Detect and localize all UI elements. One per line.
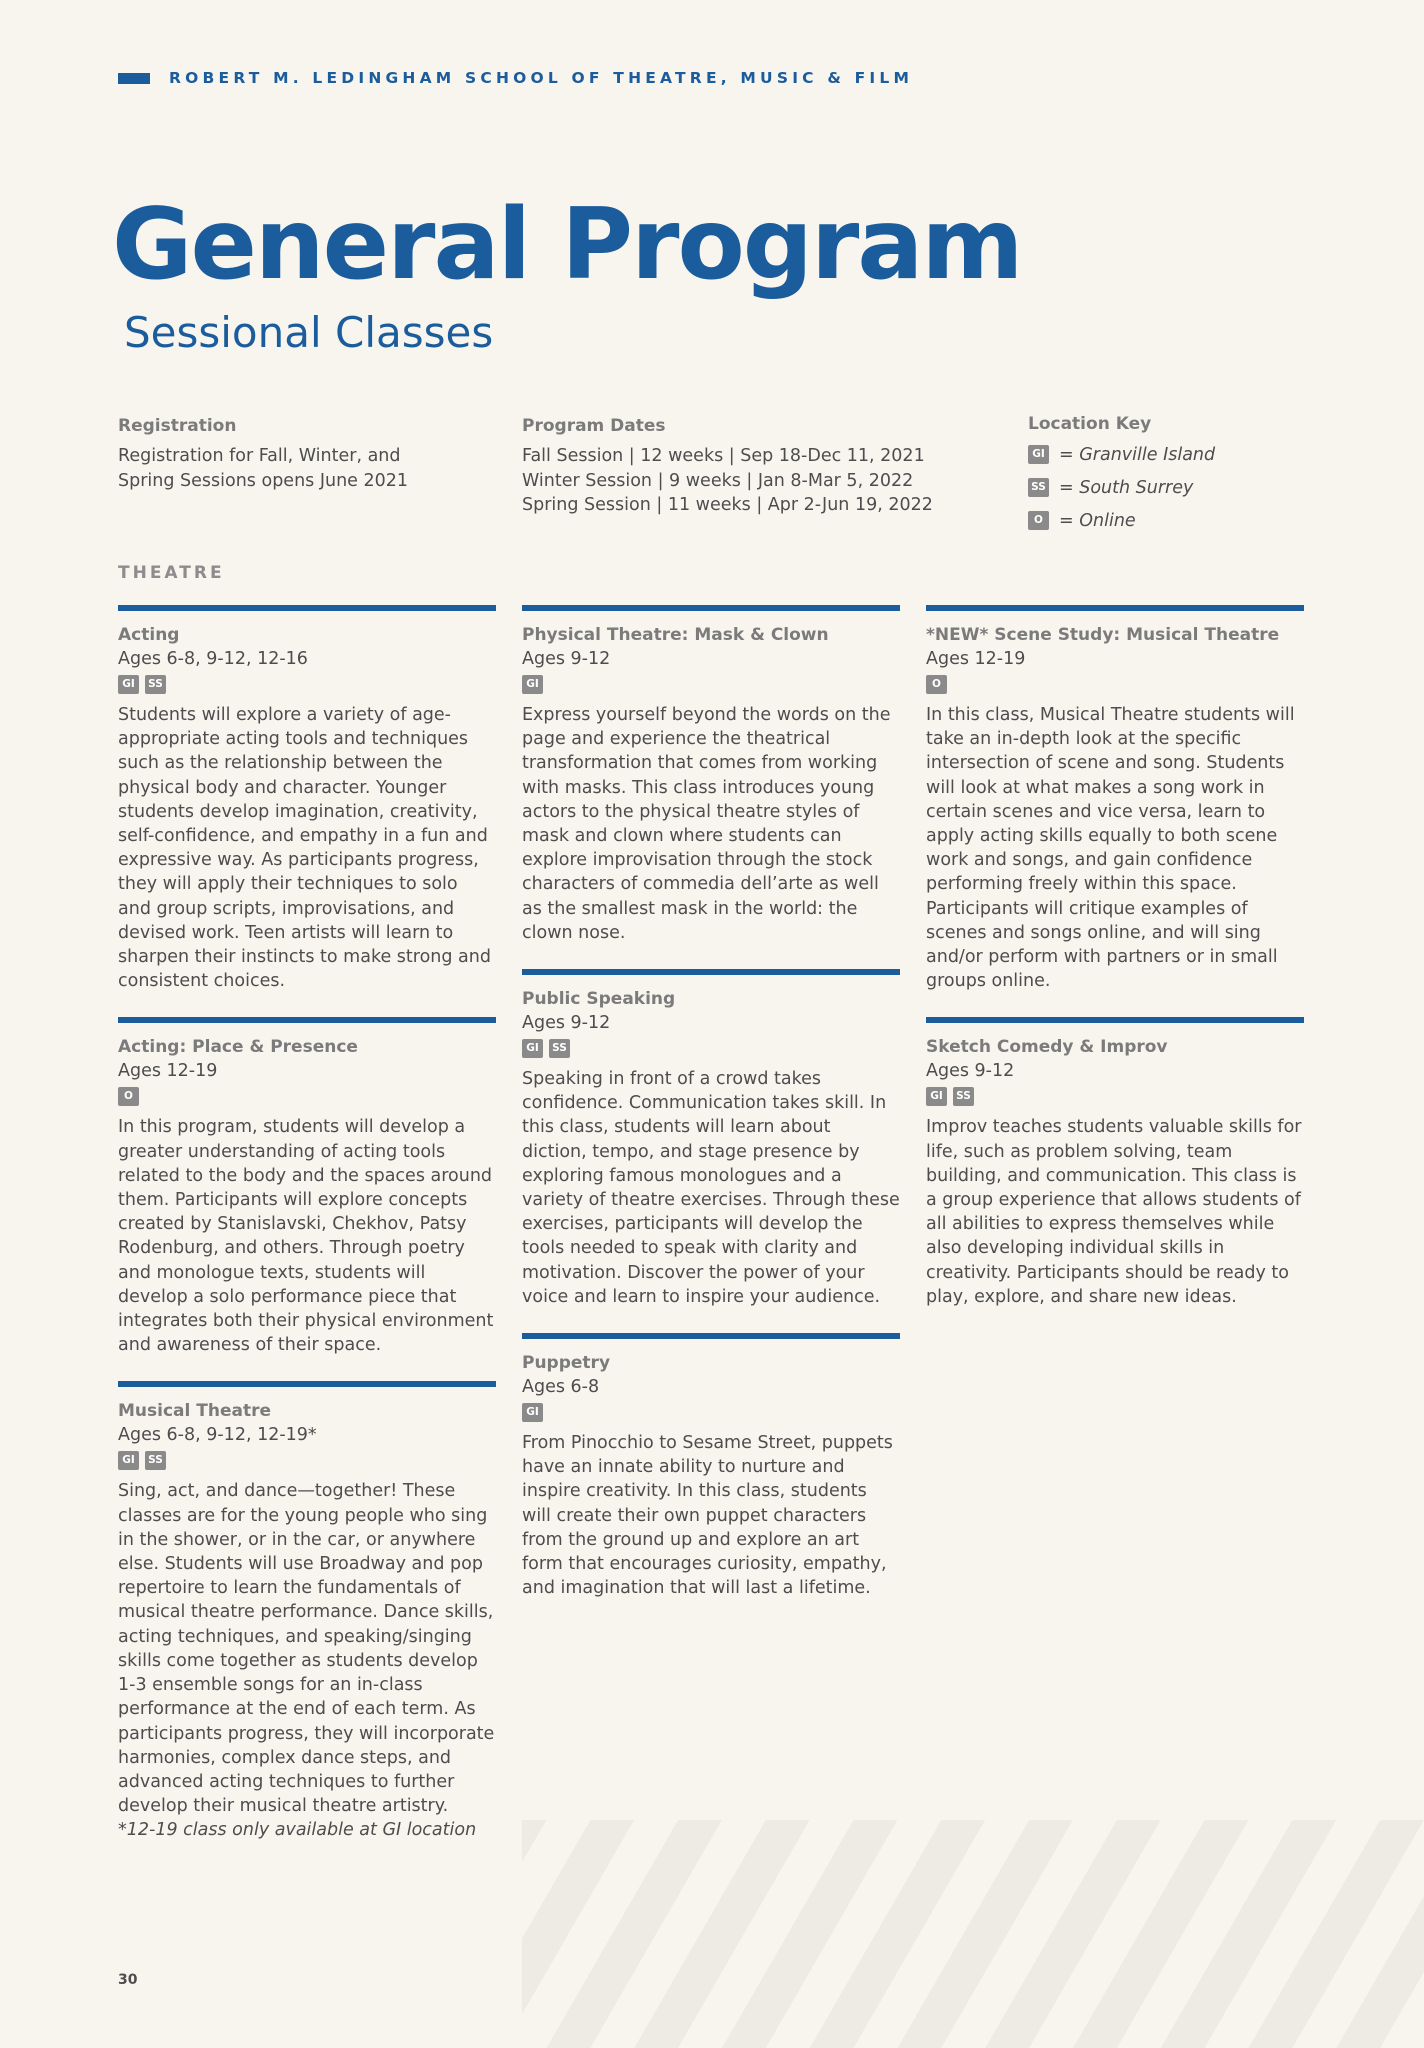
class-card xyxy=(522,605,900,945)
location-badge: SS xyxy=(1028,478,1049,497)
class-locations xyxy=(522,1403,900,1422)
registration-line: Registration for Fall, Winter, and xyxy=(118,446,401,466)
location-key xyxy=(1028,414,1215,537)
class-card xyxy=(118,1381,496,1842)
class-title: Physical Theatre: Mask & Clown xyxy=(522,625,829,645)
location-key-item xyxy=(1028,438,1215,471)
registration-line: Spring Sessions opens June 2021 xyxy=(118,470,409,491)
school-header xyxy=(118,68,913,88)
section-heading: THEATRE xyxy=(118,563,225,583)
class-description: Express yourself beyond the words on the page and experience the theatrical transformation that comes from working with masks. This class introduces young actors to the physical theatre styles of mask and clown where students can explore improvisation through the stock characters of commedia dell’arte as well as the smallest mask in the world: the clown nose. xyxy=(522,705,891,943)
location-badge: O xyxy=(926,675,947,694)
class-ages: Ages 9-12 xyxy=(926,1061,1015,1082)
location-badge: GI xyxy=(118,1451,139,1470)
class-ages: Ages 6-8, 9-12, 12-16 xyxy=(118,649,308,669)
location-badge: GI xyxy=(522,1403,543,1422)
class-ages: Ages 9-12 xyxy=(522,649,611,669)
location-badge: SS xyxy=(145,1451,166,1470)
location-badge: GI xyxy=(522,675,543,694)
location-badge: SS xyxy=(145,675,166,694)
class-card xyxy=(118,1017,496,1357)
class-card xyxy=(522,969,900,1309)
class-column xyxy=(118,605,496,1867)
class-title: Acting: Place & Presence xyxy=(118,1037,358,1058)
program-dates-heading: Program Dates xyxy=(522,416,666,436)
class-card xyxy=(926,1017,1304,1309)
registration-heading: Registration xyxy=(118,416,237,436)
class-description: Sing, act, and dance—together! These classes are for the young people who sing in the shower, or in the car, or anywhere else. Students will use Broadway and pop repertoire to learn the fundamentals of musical theatre performance. Dance skills, acting techniques, and speaking/singing skills come together as students develop 1-3 ensemble songs for an in-class performance at the end of each term. As participants progress, they will incorporate harmonies, complex dance steps, and advanced acting techniques to further develop their musical theatre artistry. xyxy=(118,1481,495,1817)
page-title: General Program xyxy=(112,188,1022,302)
class-locations xyxy=(522,1039,900,1058)
location-badge: SS xyxy=(953,1087,974,1106)
location-badge: GI xyxy=(1028,445,1049,464)
program-dates-info xyxy=(522,416,933,518)
page-subtitle: Sessional Classes xyxy=(124,308,494,357)
class-description: In this class, Musical Theatre students will take an in-depth look at the specific intersection of scene and song. Students will look at what makes a song work in certain scenes and vice versa, learn to apply acting skills equally to both scene work and songs, and gain confidence performing freely within this space. Participants will critique examples of scenes and songs online, and will sing and/or perform with partners or in small groups online. xyxy=(926,705,1295,992)
class-locations xyxy=(522,675,900,694)
class-locations xyxy=(118,675,496,694)
class-title: *NEW* Scene Study: Musical Theatre xyxy=(926,625,1280,645)
class-ages: Ages 12-19 xyxy=(118,1061,218,1082)
class-locations xyxy=(926,1087,1304,1106)
class-locations xyxy=(118,1087,496,1106)
class-ages: Ages 6-8 xyxy=(522,1377,600,1398)
class-note: *12-19 class only available at GI location xyxy=(118,1820,477,1841)
class-card xyxy=(522,1333,900,1600)
session-dates-line: Spring Session | 11 weeks | Apr 2-Jun 19, 2022 xyxy=(522,495,933,515)
class-description: Speaking in front of a crowd takes confidence. Communication takes skill. In this class, students will learn about diction, tempo, and stage presence by exploring famous monologues and a variety of theatre exercises. Through these exercises, participants will develop the tools needed to speak with clarity and motivation. Discover the power of your voice and learn to inspire your audience. xyxy=(522,1069,900,1307)
class-column xyxy=(926,605,1304,1333)
location-key-item xyxy=(1028,504,1215,537)
class-locations xyxy=(118,1451,496,1470)
class-ages: Ages 9-12 xyxy=(522,1013,611,1034)
class-column xyxy=(522,605,900,1624)
location-badge: O xyxy=(118,1087,139,1106)
header-accent-bar xyxy=(118,73,150,84)
class-title: Puppetry xyxy=(522,1353,611,1374)
class-locations xyxy=(926,675,1304,694)
class-description: Students will explore a variety of age-appropriate acting tools and techniques such as the relationship between the physical body and character. Younger students develop imagination, creativity, self-confidence, and empathy in a fun and expressive way. As participants progress, they will apply their techniques to solo and group scripts, improvisations, and devised work. Teen artists will learn to sharpen their instincts to make strong and consistent choices. xyxy=(118,705,491,992)
class-card xyxy=(926,605,1304,993)
class-title: Sketch Comedy & Improv xyxy=(926,1037,1168,1058)
class-title: Public Speaking xyxy=(522,989,676,1010)
class-title: Acting xyxy=(118,625,180,645)
class-description: In this program, students will develop a greater understanding of acting tools related to the body and the spaces around them. Participants will explore concepts created by Stanislavski, Chekhov, Patsy Rodenburg, and others. Through poetry and monologue texts, students will develop a solo performance piece that integrates both their physical environment and awareness of their space. xyxy=(118,1117,494,1356)
class-ages: Ages 6-8, 9-12, 12-19* xyxy=(118,1425,317,1446)
location-key-label: = South Surrey xyxy=(1059,477,1194,498)
location-badge: SS xyxy=(549,1039,570,1058)
location-key-heading: Location Key xyxy=(1028,414,1152,434)
class-description: From Pinocchio to Sesame Street, puppets have an innate ability to nurture and inspire creativity. In this class, students will create their own puppet characters from the ground up and explore an art form that encourages curiosity, empathy, and imagination that will last a lifetime. xyxy=(522,1433,893,1599)
location-badge: GI xyxy=(522,1039,543,1058)
decorative-stripes xyxy=(522,1820,1424,2048)
location-badge: GI xyxy=(926,1087,947,1106)
location-key-label: = Granville Island xyxy=(1059,444,1216,465)
location-key-item xyxy=(1028,471,1215,504)
class-ages: Ages 12-19 xyxy=(926,649,1026,669)
registration-info xyxy=(118,416,408,493)
school-name: ROBERT M. LEDINGHAM SCHOOL OF THEATRE, MUSIC & FILM xyxy=(169,69,914,87)
page-number: 30 xyxy=(118,1972,138,1988)
class-card xyxy=(118,605,496,993)
location-badge: O xyxy=(1028,511,1049,530)
class-title: Musical Theatre xyxy=(118,1401,271,1422)
class-description: Improv teaches students valuable skills for life, such as problem solving, team building, and communication. This class is a group experience that allows students of all abilities to express themselves while also developing individual skills in creativity. Participants should be ready to play, explore, and share new ideas. xyxy=(926,1117,1302,1307)
session-dates-line: Winter Session | 9 weeks | Jan 8-Mar 5, 2022 xyxy=(522,470,914,491)
location-badge: GI xyxy=(118,675,139,694)
session-dates-line: Fall Session | 12 weeks | Sep 18-Dec 11, 2021 xyxy=(522,446,925,466)
location-key-label: = Online xyxy=(1059,510,1136,531)
